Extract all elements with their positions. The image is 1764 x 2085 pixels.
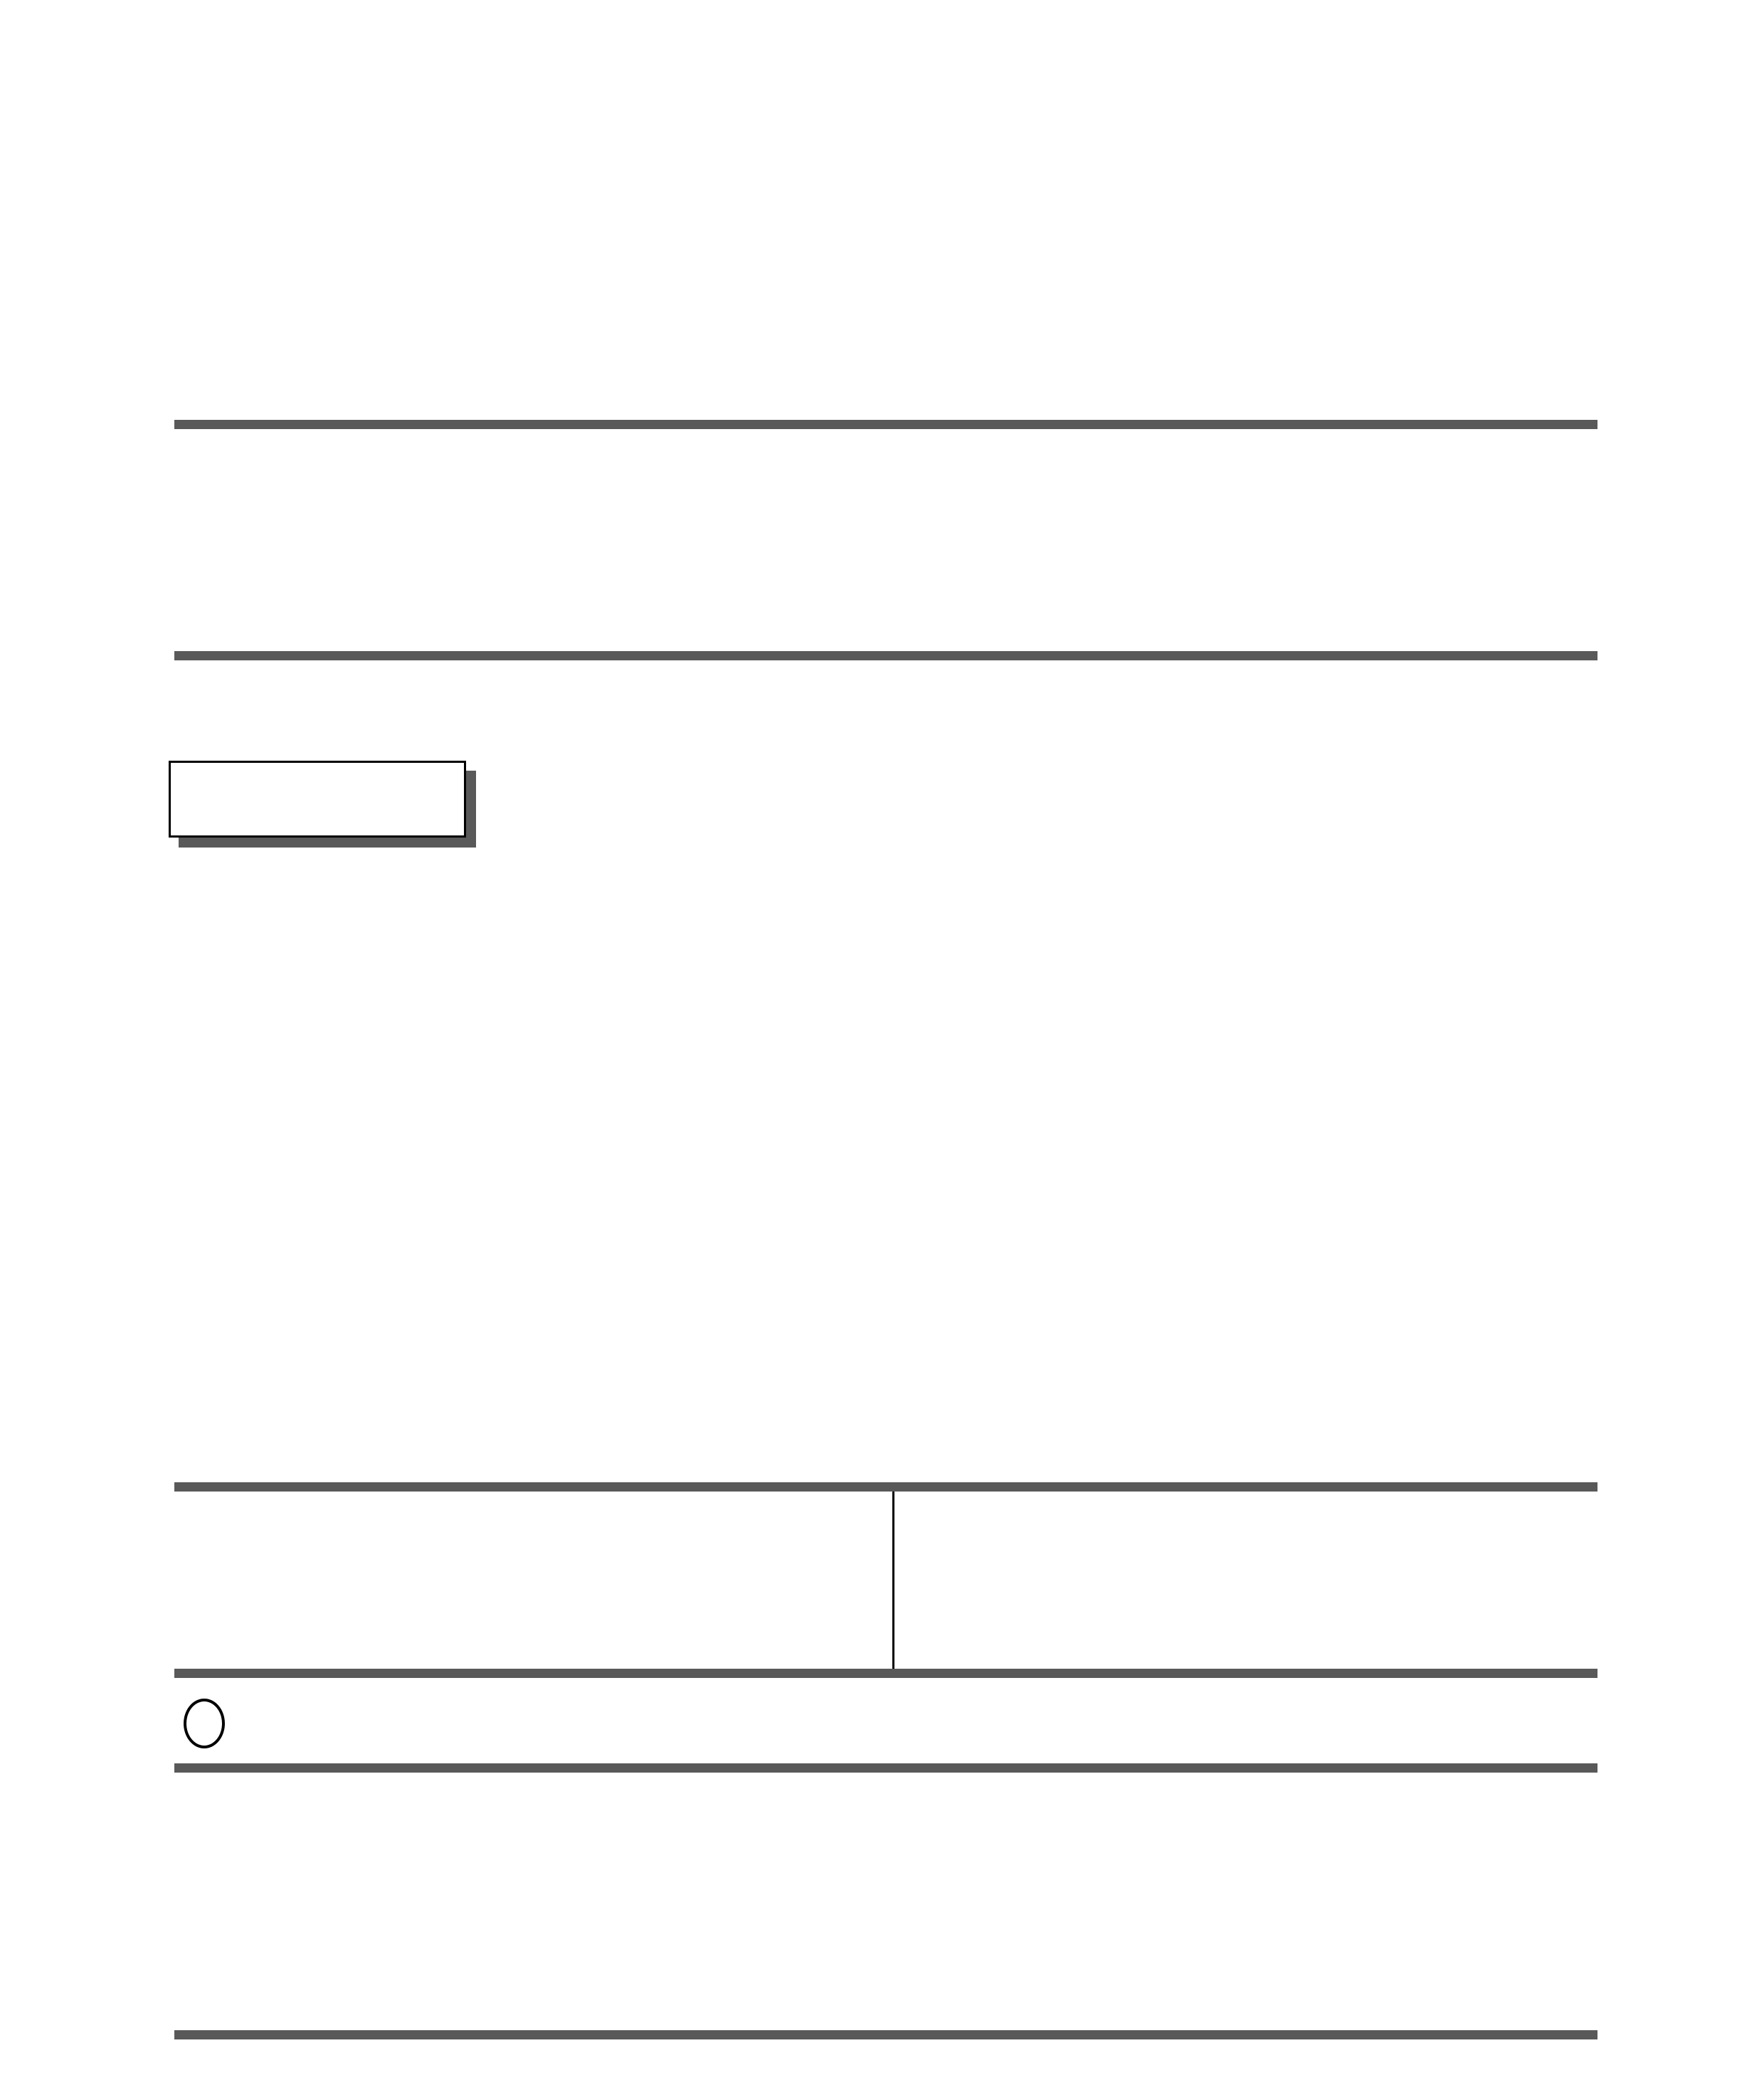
table-bottom-border bbox=[174, 1669, 1597, 1678]
table-cell-instruments bbox=[174, 1492, 892, 1669]
table-cell-remark bbox=[894, 1492, 1597, 1669]
qualification-header bbox=[184, 1695, 256, 1748]
divider-bar bbox=[174, 420, 1597, 429]
divider-bar bbox=[174, 1763, 1597, 1773]
table-top-border bbox=[174, 1482, 1597, 1492]
divider-bar bbox=[174, 651, 1597, 660]
section-title-box bbox=[169, 761, 466, 838]
divider-bar bbox=[174, 2030, 1597, 2039]
circle-bullet-icon bbox=[184, 1699, 225, 1748]
